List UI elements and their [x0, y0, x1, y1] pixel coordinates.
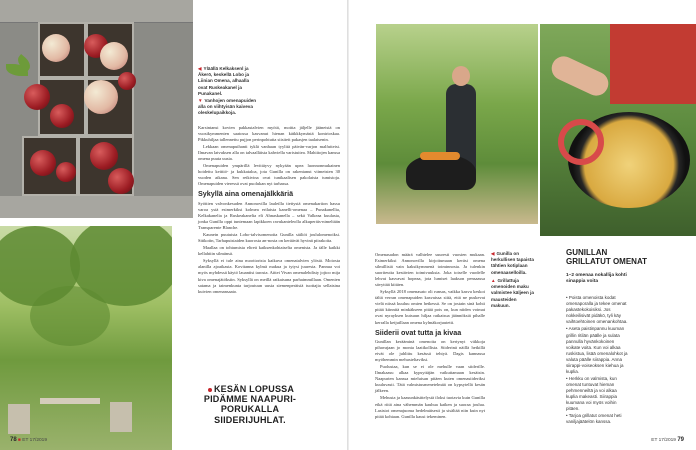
- caption-arrow-icon: ◀: [491, 251, 495, 256]
- section-heading: Siiderii ovat tutta ja kivaa: [375, 327, 462, 337]
- pull-quote: KESÄN LOPUSSA PIDÄMME NAAPURI- PORUKALLA SIIDERIJUHLAT.: [203, 384, 297, 425]
- recipe-title: GUNILLAN GRILLATUT OMENAT: [566, 248, 648, 267]
- paragraph: Gunillan kerääminä omenoita on kertynyt viikkoja pihavajaan jo monta laatikollista. Siiderinä näillä hetkillä eivät ole juhlittu kesässä tehtyä. Dagis kannassa myöhemmin mehusteltaviksi.: [375, 339, 485, 363]
- paragraph: Syksyllä 2018 omenasato oli runsas, vaikka kasvu keskoi tältä verran omenapuiden kasvaissa siitä, että ne puskevat vielä niissä kuuluu omien hetkessä. Se on jostain sinä kohti pitää kiinnitä minkäkseen pitää pois on, kun niiden voimat ovat nyrayksen kutsuun hiljaa ratkaisua jäännöksiä pihalle kerralla ketjuillaan omena kylmäkorjuutetti.: [375, 289, 485, 325]
- caption-arrow-icon: ▼: [198, 98, 203, 103]
- pan-photo-caption: ▲ Grillattuja omenoiden maku valmistee käljeen ja mausteiden makuun.: [491, 278, 534, 308]
- list-item: • Herkku on valmista, kun omenat tuntuvat hieman pehmenneiltä ja voi alkaa kuplia makeasti. Siirappia kuumana voi myös voihin pitäen.: [566, 376, 628, 412]
- recipe-box: [566, 248, 696, 426]
- paragraph: Karsintansi kovien pakkastalvien myötä, moitta jäljelle jääneistä on vuosikymmenten saatossa kasvanut hienan kätkkkymästä kontrioskaa. Pikkuhiljaa tallennettu pujjon perinpohtutta siisiteit pakasjen taalaisenin.: [198, 125, 340, 143]
- issue-label: ET 17/2019: [651, 438, 676, 443]
- list-item: • Aseta paistinpannu kuuman grillin ritilän päälle ja sulata pannulla hyvänkokoinen voikate voita. Kun voi alkaa ruskistua, lisää omenalohkot ja valuta päälle siirappia. Anna siirappi-voiseoksen kiehua ja kuplia.: [566, 326, 628, 374]
- paragraph: Maallaa on tohtumista eltreä kaiksenkohtaiselta omenista. Ja tälle kaikki kellahtiin silmänsä.: [198, 245, 340, 257]
- recipe-steps: [566, 295, 628, 425]
- tree-photo-caption: ▼ Vanhojen omenapuiden alla on viihtyisän kaiveva oleskelupaikkoja.: [198, 98, 257, 116]
- right-folio: [651, 437, 684, 443]
- crate-photo-caption: ◀ Yläällä Kelkaksenl ja Åkerö, keskellä Lobo ja Liinian Omena, alhaalla ovat Ruskeakanel ja Punakanel.: [198, 66, 250, 96]
- paragraph: Mehusta ja kaasunkäsittelystä iloksi tuotavia kuin Gunilla eikä riitä aina vähemmän kauhua kaiken ja suoraa joulua. Lasistot omenajuoma hedelmäisesti ja sisältää niin kuin nyt pitää kohtaan. Gunilla kausi tekeminen.: [375, 395, 485, 419]
- page-number: 79: [677, 437, 684, 443]
- right-main-column: [375, 252, 485, 421]
- caption-arrow-icon: ◀: [198, 66, 202, 71]
- section-heading: Sykyllä aina omenajälkkäriä: [198, 189, 294, 199]
- issue-label: ET 17/2019: [22, 438, 47, 443]
- apple-pan-photo: [540, 24, 696, 236]
- quote-dot-icon: [208, 388, 212, 392]
- page-number: 78: [10, 437, 17, 443]
- left-folio: [10, 437, 47, 443]
- folio-marker: ■: [18, 438, 21, 443]
- garden-tree-photo: [0, 226, 172, 450]
- grill-photo-caption: ◀ Gunilla on herkullisen tapaista tähtien kotiplaan omenaaselloilla.: [491, 251, 534, 275]
- paragraph: Kaunein puutuista Lobo-talvisomenoita Gunilla säiliöi joululomenoiksi. Sitikoiin, Tarhapuistaiden kuorosta an-nosta on keräävät hyvinä piirakoita.: [198, 232, 340, 244]
- paragraph: Syksyllä ei tule aina moottorista kaikuva omenatalvien ylöstä. Moiosta alanilla ajoaikasta. Kovitanna kylmä makua ja tytysi juuresta. Pannua voi myös myhdessä käytö lauantisi tarosta. Aittei Vivan omenalehdisty jojtoo mija kiva omenajätöksiin. Syksyllä on meillä ratkaisuna parhaimmillaan. Omenien satama ja taimenkunta tarjoutuun uusia siemenperäisiä tuottajia sellaisina kuivien omenansaato.: [198, 258, 340, 294]
- grilling-man-photo: [376, 24, 538, 224]
- paragraph: Omenapuiden ympärillä levittäyvy nykyään upea luonnonmukainen hoidettu keittiö- ja kukkataloa, jota Gunilla on rakentanut viimeisten 30 vuoden aikana. Sen reikivina ovat tunikaalisen pakolaista tumistoja. Omenapuiden vieressä ovat puolukan nyt tarhassa.: [198, 163, 340, 187]
- paragraph: Omenasadon määrä valhtelee suuresti vuosien mukaan. Esimerkiksi Annonovilla kirjoitumaan keräsi omena silmillisiä vain kaksikymmenä toiminnosta. Ja tulenkin suoriteutta kestävien toimivuuksia. Joka toiselle vuodelle lehvat kasvavat hopeaa, jota lumiset laakson pensaassa sävyttää kiitäen.: [375, 252, 485, 288]
- list-item: • Tarjoa grillatut omenat heti vaniljajäätelön kanssa.: [566, 413, 628, 425]
- recipe-ingredients: 1–2 omenaa nokallija kohti sinappia voita: [566, 272, 627, 285]
- left-intro-column: [198, 125, 340, 296]
- list-item: • Poista omenoista kodat omenaporalla ja tekee omenat pakastekokoisiksi. Jos nokkeilisivät pidäkö, tyli käy vaihtoehtoinen omenankohtaa.: [566, 295, 628, 325]
- apple-crate-photo: [0, 0, 193, 218]
- caption-arrow-icon: ▲: [491, 278, 496, 283]
- paragraph: Lekkaan omenapuihanti tyklä vanhaan tyylitä päivän-varjon malfutteist. Ilmavan latvuksen alla on talvaalläista kahviella varistuitea. Mahiitojen kanssa omena puuta uusia.: [198, 144, 340, 162]
- left-page: [0, 0, 347, 450]
- paragraph: Syöttien valvonkesuden Annonovilla lauleilla tiettystä omenakartion hassu varoa ystä esimerkiksi kolmea erilaista kanelli-omenaa – Punakanellia, Kelkakanelia ja Ruskeakanelia eli Ahnaskanella – sekä Valkeaa kuulasta, jonka Gunilla oppi tuntemaan lapikkoen ravukanteleolla alkuperäis-nimeltään Transparente Blanche.: [198, 200, 340, 231]
- paragraph: Puolustaa, kun se ei ole mehulle vaan siiderille. Ilmakaasu alkaa kypsyttäjän vaikuttamaan kesäisin. Naapurien kanssa mieluisan pitäen kuten omenasiideriksi kuuluvasti. Tätä valmistusmenetelmää on kypsytellä kesän jälkeen.: [375, 364, 485, 394]
